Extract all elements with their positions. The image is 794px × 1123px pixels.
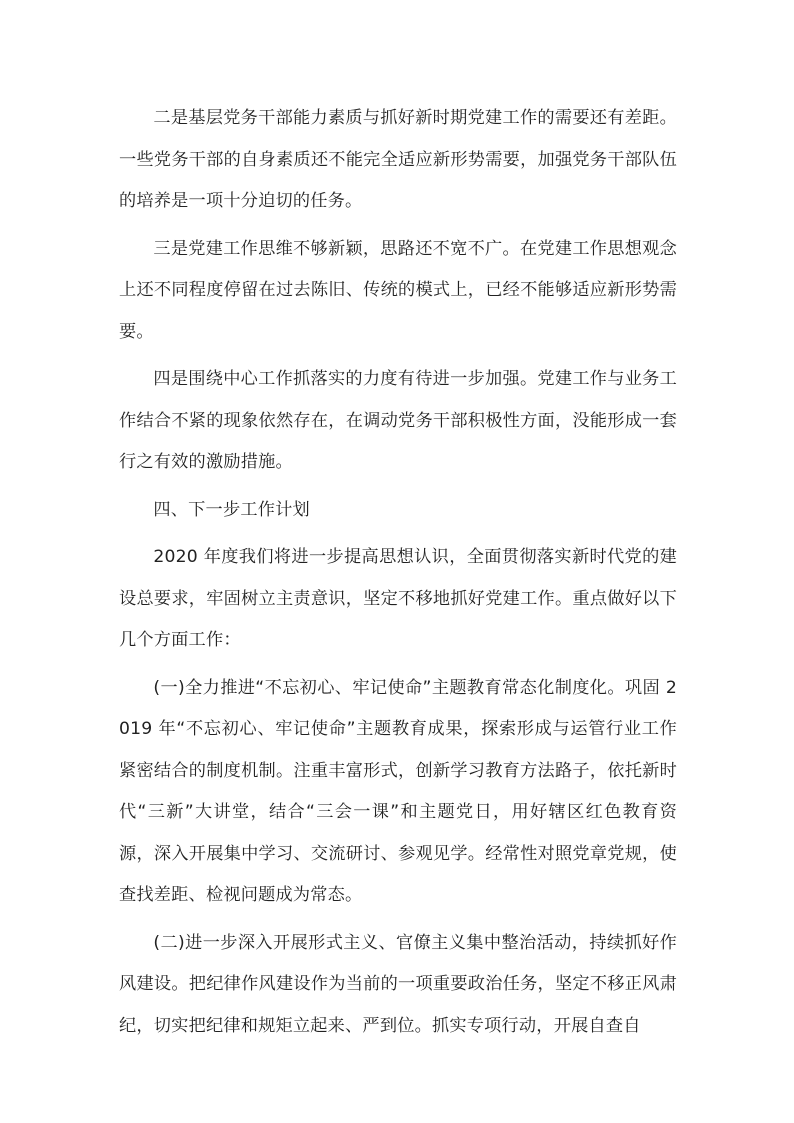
paragraph-weakness-4: 四是围绕中心工作抓落实的力度有待进一步加强。党建工作与业务工作结合不紧的现象依然存在，在调动党务干部积极性方面，没能形成一套行之有效的激励措施。 xyxy=(119,369,677,472)
paragraph-plan-intro: 2020 年度我们将进一步提高思想认识，全面贯彻落实新时代党的建设总要求，牢固树立主责意识，坚定不移地抓好党建工作。重点做好以下几个方面工作： xyxy=(119,547,677,650)
paragraph-plan-item-2: (二)进一步深入开展形式主义、官僚主义集中整治活动，持续抓好作风建设。把纪律作风建设作为当前的一项重要政治任务，坚定不移正风肃纪，切实把纪律和规矩立起来、严到位。抓实专项行动，开展自查自 xyxy=(119,932,677,1036)
paragraph-weakness-3: 三是党建工作思维不够新颖，思路还不宽不广。在党建工作思想观念上还不同程度停留在过去陈旧、传统的模式上，已经不能够适应新形势需要。 xyxy=(119,238,677,342)
paragraph-plan-item-1: (一)全力推进“不忘初心、牢记使命”主题教育常态化制度化。巩固 2019 年“不忘初心、牢记使命”主题教育成果，探索形成与运管行业工作紧密结合的制度机制。注重丰富形式，创新学习教育方法路子，依托新时代“三新”大讲堂，结合“三会一课”和主题党日，用好辖区红色教育资源，深入开展集中学习、交流研讨、参观见学。经常性对照党章党规，使查找差距、检视问题成为常态。 xyxy=(119,677,677,905)
document-body xyxy=(119,98,677,1053)
paragraph-weakness-2: 二是基层党务干部能力素质与抓好新时期党建工作的需要还有差距。一些党务干部的自身素质还不能完全适应新形势需要，加强党务干部队伍的培养是一项十分迫切的任务。 xyxy=(119,108,677,211)
section-heading-next-plan: 四、下一步工作计划 xyxy=(153,499,310,520)
